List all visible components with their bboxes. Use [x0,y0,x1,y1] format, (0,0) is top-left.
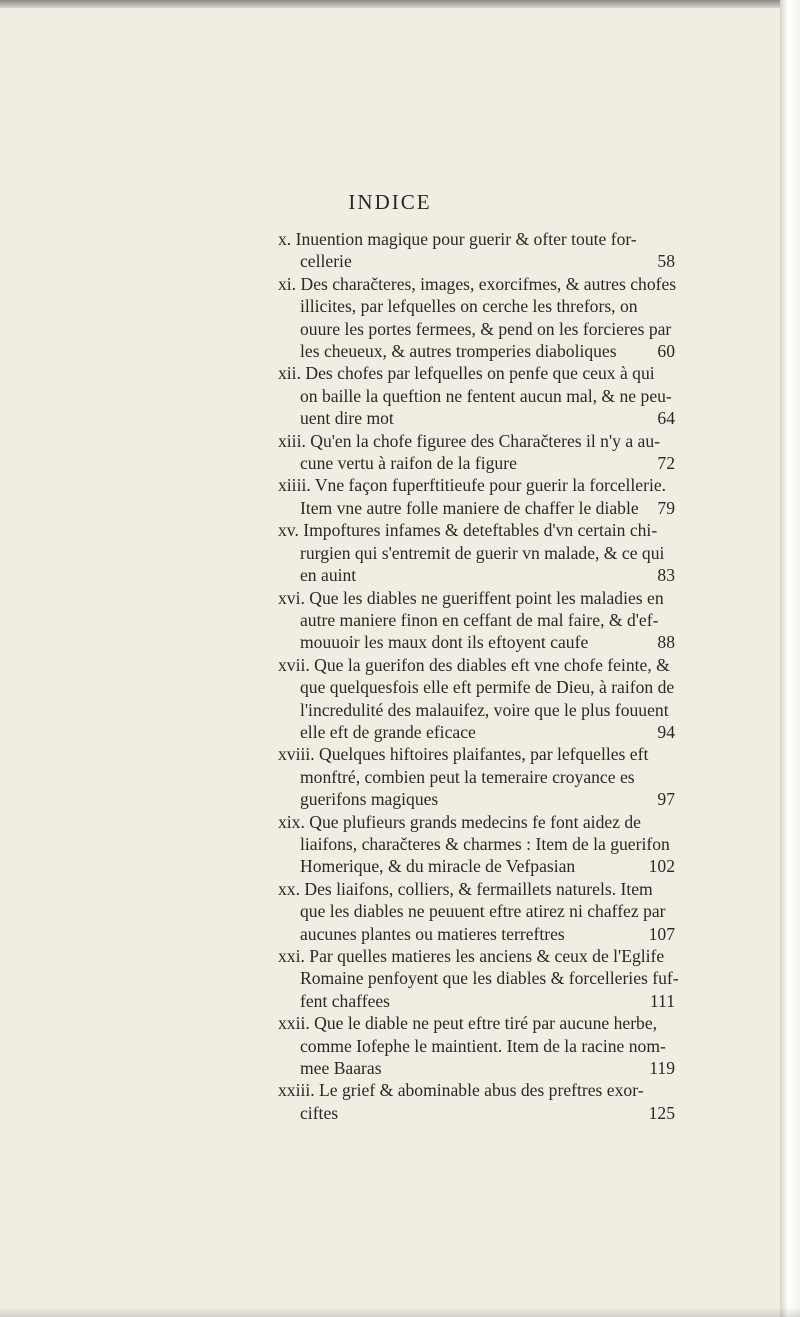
toc-entry [278,228,683,273]
toc-entry-continuation-line: cellerie [300,251,352,272]
toc-page-number: 97 [657,789,675,810]
toc-entry-continuation-line: rurgien qui s'entremit de guerir vn malade, & ce qui [300,542,665,563]
toc-page-number: 83 [657,565,675,586]
toc-entry-title-line: xiii. Qu'en la chofe figuree des Charačteres il n'y a au- [278,430,661,451]
table-of-contents [278,228,683,1124]
toc-entry-title-line: xv. Impoftures infames & deteftables d'vn certain chi- [278,520,658,541]
toc-page-number: 72 [657,453,675,474]
toc-entry-continuation-line: elle eft de grande eficace [300,721,476,742]
toc-entry-title-line: x. Inuention magique pour guerir & ofter toute for- [278,229,637,249]
toc-entry-title-line: xvi. Que les diables ne gueriffent point les maladies en [278,587,664,608]
toc-entry-title-line: xxi. Par quelles matieres les anciens & ceux de l'Eglife [278,946,665,966]
page-bottom-shadow [0,1307,800,1317]
toc-entry [278,587,683,654]
toc-entry-continuation-line: on baille la queftion ne fentent aucun mal, & ne peu- [300,385,672,406]
page-top-edge [0,0,800,8]
toc-entry-title-line: xx. Des liaifons, colliers, & fermaillets naturels. Item [278,878,653,899]
toc-entry [278,1012,683,1079]
toc-entry-title-line: xvii. Que la guerifon des diables eft vne chofe feinte, & [278,654,670,675]
toc-entry-continuation-line: ciftes [300,1102,339,1123]
toc-entry-continuation-line: Romaine penfoyent que les diables & forcelleries fuf- [300,968,679,989]
toc-entry-continuation-line: comme Iofephe le maintient. Item de la racine nom- [300,1035,666,1056]
toc-entry [278,362,683,429]
toc-entry [278,945,683,1012]
toc-entry-continuation-line: fent chaffees [300,990,391,1011]
toc-page-number: 102 [648,856,675,877]
toc-entry-continuation-line: Homerique, & du miracle de Vefpasian [300,856,576,877]
toc-entry [278,654,683,744]
toc-entry-continuation-line: monftré, combien peut la temeraire croyance es [300,766,635,787]
toc-entry-continuation-line: ouure les portes fermees, & pend on les forcieres par [300,318,672,339]
toc-entry [278,743,683,810]
toc-page-number: 119 [649,1058,675,1079]
toc-entry-continuation-line: en auint [300,565,357,586]
toc-entry [278,430,683,475]
toc-page-number: 111 [649,990,675,1011]
toc-entry-title-line: xiiii. Vne façon fuperftitieufe pour guerir la forcellerie. [278,475,667,496]
toc-entry [278,878,683,945]
toc-page-number: 94 [657,721,675,742]
toc-page-number: 107 [648,923,675,944]
toc-entry-continuation-line: cune vertu à raifon de la figure [300,453,517,474]
toc-entry-title-line: xxiii. Le grief & abominable abus des preftres exor- [278,1080,644,1101]
toc-entry-title-line: xix. Que plufieurs grands medecins fe font aidez de [278,811,641,832]
toc-entry-continuation-line: guerifons magiques [300,789,439,810]
toc-entry-continuation-line: Item vne autre folle maniere de chaffer le diable [300,497,639,518]
toc-entry-continuation-line: aucunes plantes ou matieres terreftres [300,923,565,944]
running-head: INDICE [348,190,432,214]
toc-page-number: 125 [648,1102,675,1123]
toc-entry-title-line: xii. Des chofes par lefquelles on penfe que ceux à qui [278,363,655,384]
toc-entry-continuation-line: les cheueux, & autres tromperies diaboliques [300,341,617,362]
toc-entry-continuation-line: liaifons, charačteres & charmes : Item de la guerifon [300,833,670,854]
toc-entry-continuation-line: illicites, par lefquelles on cerche les threfors, on [300,296,638,317]
toc-entry-title-line: xviii. Quelques hiftoires plaifantes, par lefquelles eft [278,744,649,765]
toc-page-number: 79 [657,497,675,518]
toc-entry-continuation-line: autre maniere finon en ceffant de mal faire, & d'ef- [300,609,659,630]
toc-page-number: 64 [657,408,675,429]
toc-entry-continuation-line: mee Baaras [300,1058,382,1079]
toc-entry-continuation-line: mouuoir les maux dont ils eftoyent caufe [300,632,589,653]
toc-entry-continuation-line: l'incredulité des malauifez, voire que le plus fouuent [300,699,669,720]
toc-entry-continuation-line: que quelquesfois elle eft permife de Dieu, à raifon de [300,677,675,698]
toc-page-number: 88 [657,632,675,653]
toc-entry [278,474,683,519]
toc-entry [278,811,683,878]
toc-page-number: 60 [657,341,675,362]
toc-entry-continuation-line: uent dire mot [300,408,394,429]
page-right-edge [780,0,800,1317]
toc-page-number: 58 [657,251,675,272]
toc-entry [278,273,683,363]
toc-entry-continuation-line: que les diables ne peuuent eftre atirez ni chaffez par [300,901,666,922]
toc-entry [278,1079,683,1124]
toc-entry-title-line: xxii. Que le diable ne peut eftre tiré par aucune herbe, [278,1013,658,1034]
toc-entry [278,519,683,586]
toc-entry-title-line: xi. Des charačteres, images, exorcifmes, & autres chofes [278,273,677,294]
